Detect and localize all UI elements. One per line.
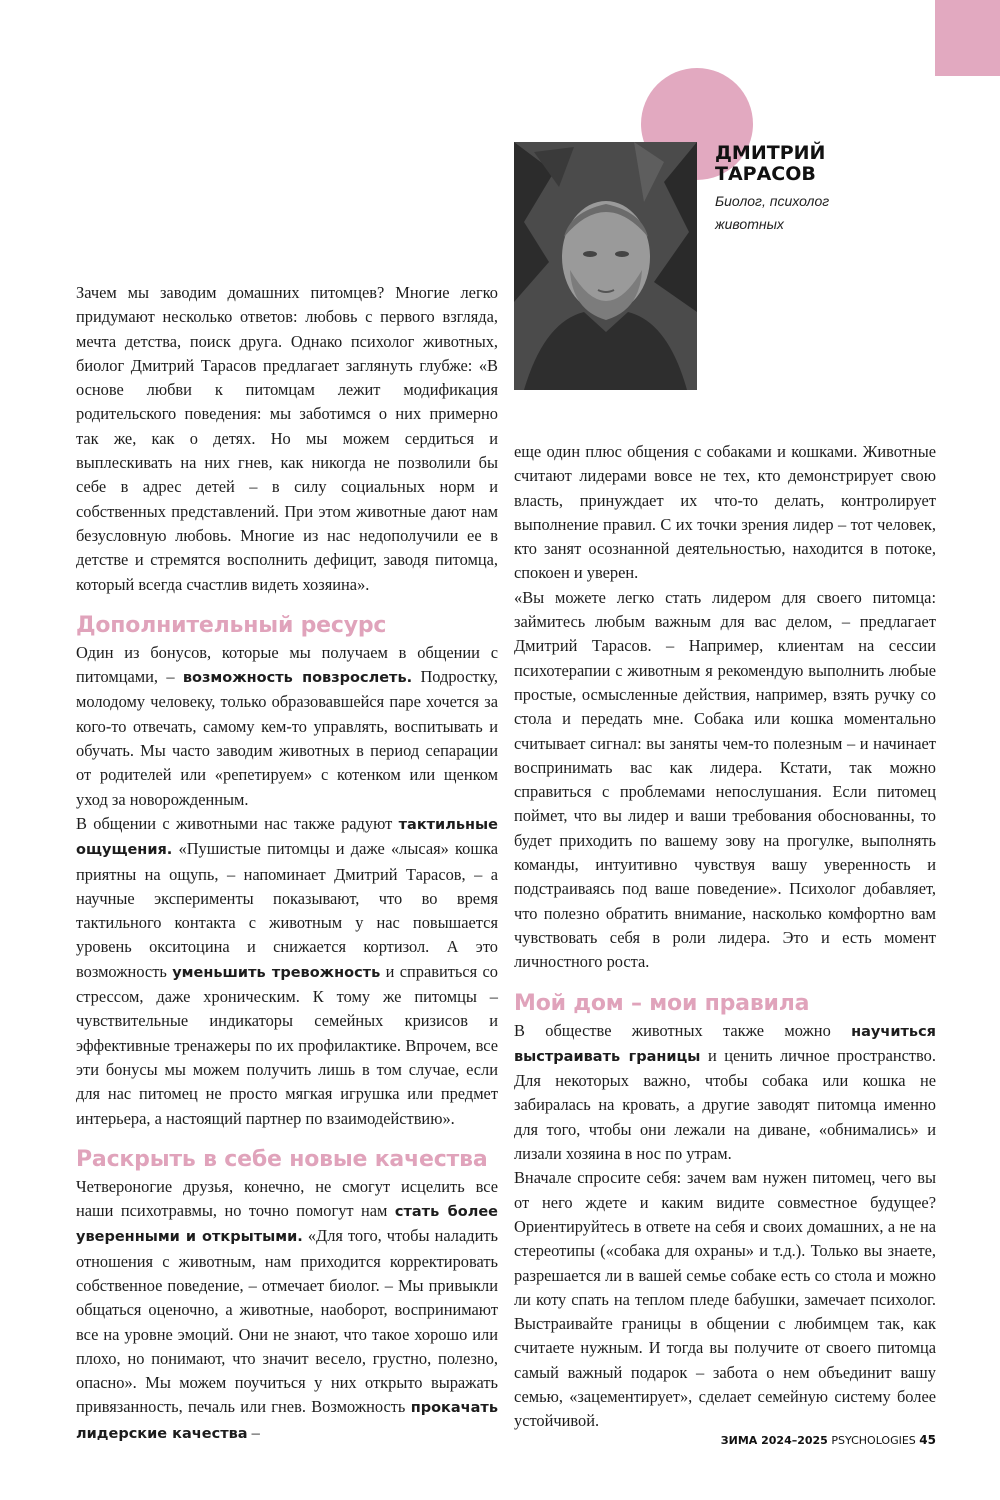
text-span: – — [251, 1422, 260, 1442]
paragraph-leaders: еще один плюс общения с собаками и кошками. Животные считают лидерами вовсе не тех, кто демонстрирует свою власть, принуждает их что-то делать, контролирует выполнение правил. С их точки зрения лидер – тот человек, кто занят осознанной деятельностью, находится в потоке, спокоен и уверен. — [514, 442, 936, 583]
intro-paragraph: Зачем мы заводим домашних питомцев? Многие легко придумают несколько ответов: любовь с первого взгляда, мечта детства, поиск друга. Однако психолог животных, биолог Дмитрий Тарасов предлагает заглянуть глубже: «В основе любви к питомцам лежит модификация родительского поведения: мы заботимся о них примерно так же, как о детях. Но мы можем сердиться и выплескивать на них гнев, как никогда не позволили бы себе в адрес детей – в силу социальных норм и собственных представлений. При этом животные дают нам безусловную любовь. Многие из нас недополучили ее в детстве и стремятся восполнить дефицит, заводя питомца, который всегда счастлив видеть хозяина». — [76, 283, 498, 594]
heading-my-house-my-rules: Мой дом – мои правила — [514, 990, 810, 1016]
paragraph-confidence — [76, 1175, 498, 1446]
footer-magazine: PSYCHOLOGIES — [831, 1434, 916, 1447]
paragraph-become-leader: «Вы можете легко стать лидером для своего питомца: займитесь любым важным для вас делом, – предлагает Дмитрий Тарасов. – Например, клиентам на сессии психотерапии с животным я рекомендую выполнить любые простые, осмысленные действия, например, взять ручку со стола и передать мне. Собака или кошка моментально считывает сигнал: вы заняты чем-то полезным – и начинает воспринимать вас как лидера. Кстати, так можно справиться с проблемами непослушания. Если питомец поймет, что вы лидер и ваши требования обоснованны, то будет приходить по вашему зову на прогулке, выполнять команды, интуитивно чувствуя вашу уверенность и подстраиваясь под ваше поведение». Психолог добавляет, что полезно обратить внимание, насколько комфортно вам чувствовать себя в роли лидера. Это и есть момент личностного роста. — [514, 587, 936, 972]
heading-additional-resource: Дополнительный ресурс — [76, 612, 387, 638]
highlight-boundaries: научиться выстраивать границы — [514, 1023, 936, 1065]
highlight-confidence: стать более уверенными и открытыми. — [76, 1204, 499, 1246]
paragraph-boundaries — [514, 1019, 936, 1167]
expert-name — [715, 143, 915, 185]
expert-role-line-1: Биолог, психолог — [715, 193, 830, 209]
corner-color-tab — [935, 0, 1000, 76]
left-column — [76, 281, 498, 1446]
expert-role-line-2: животных — [715, 216, 784, 232]
text-span: и ценить личное пространство. Для некоторых важно, чтобы собака или кошка не забиралась на кровать, а другие заводят питомца именно для того, чтобы они лежали на диване, «обнимались» и лизали хозяина в нос по утрам. — [514, 1045, 936, 1164]
expert-portrait — [514, 142, 697, 390]
page-number: 45 — [919, 1433, 936, 1447]
expert-last-name: ТАРАСОВ — [715, 163, 816, 185]
text-span: «Для того, чтобы наладить отношения с животным, нам приходится корректировать собственное поведение, – отмечает биолог. – Мы привыкли общаться оценочно, а животные, наоборот, воспринимают все на уровне эмоций. Они не знают, что такое хорошо или плохо, но понимают, что значит весело, грустно, полезно, опасно». Мы можем поучиться у них открыто выражать привязанность, печаль или гнев. Возможность — [76, 1226, 498, 1417]
paragraph-grow-up — [76, 641, 498, 812]
text-span: Подростку, молодому человеку, только образовавшейся паре хочется за кого-то отвечать, самому кем-то управлять, воспитывать и обучать. Мы часто заводим животных в период сепарации от родителей или «репетируем» с котенком или щенком уход за новорожденным. — [76, 667, 498, 809]
paragraph-tactile — [76, 812, 498, 1131]
highlight-tactile: тактильные ощущения. — [76, 816, 498, 859]
text-span: Один из бонусов, которые мы получаем в общении с питомцами, – — [76, 642, 498, 687]
footer-issue: ЗИМА 2024–2025 — [720, 1434, 828, 1447]
highlight-grow-up: возможность повзрослеть. — [182, 670, 413, 687]
text-span: Четвероногие друзья, конечно, не смогут исцелить все наши психотравмы, но точно помогут нам — [76, 1176, 498, 1221]
text-span: В общении с животными нас также радуют — [76, 813, 393, 833]
page-footer — [704, 1432, 936, 1449]
heading-new-qualities: Раскрыть в себе новые качества — [76, 1146, 488, 1172]
highlight-leadership: прокачать лидерские качества — [76, 1400, 498, 1442]
right-column — [514, 440, 936, 1434]
expert-first-name: ДМИТРИЙ — [715, 142, 826, 164]
expert-role — [715, 190, 865, 236]
text-span: и справиться со стрессом, даже хроническим. К тому же питомцы – чувствительные индикаторы семейных кризисов и эффективные тренажеры по их профилактике. Впрочем, все эти бонусы мы можем получить лишь в том случае, если для нас питомец не просто мягкая игрушка или предмет интерьера, а настоящий партнер по взаимодействию». — [76, 961, 498, 1128]
highlight-anxiety: уменьшить тревожность — [172, 964, 381, 981]
paragraph-ask-yourself: Вначале спросите себя: зачем вам нужен питомец, чего вы от него ждете и каким видите совместное будущее? Ориентируйтесь в ответе на себя и своих домашних, а не на стереотипы («собака для охраны» и т.д.). Только вы знаете, разрешается ли в вашей семье собаке есть со стола и можно ли коту спать на теплом пледе бабушки, замечает психолог. Выстраивайте границы в общении с любимцем так, как считаете нужным. И тогда вы получите от своего питомца самый важный подарок – забота о нем объединит вашу семью, «зацементирует», сделает семейную систему более устойчивой. — [514, 1168, 936, 1431]
text-span: В обществе животных также можно — [514, 1020, 831, 1040]
text-span: «Пушистые питомцы и даже «лысая» кошка приятны на ощупь, – напоминает Дмитрий Тарасов, – а научные эксперименты показывают, что во время тактильного контакта с животным у нас повышается уровень окситоцина и снижается кортизол. А это возможность — [76, 839, 498, 981]
